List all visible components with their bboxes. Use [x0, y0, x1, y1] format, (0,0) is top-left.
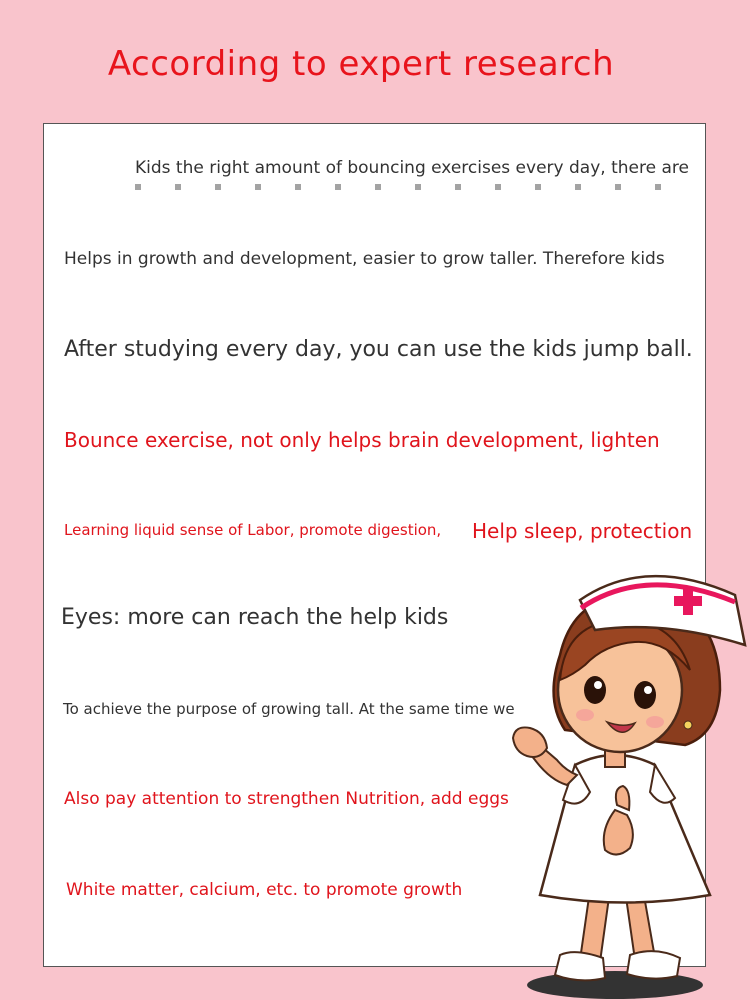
nurse-cartoon-illustration [505, 560, 750, 1000]
text-line-1: Kids the right amount of bouncing exercises every day, there are [135, 158, 689, 178]
text-line-2: Helps in growth and development, easier to grow taller. Therefore kids [64, 249, 665, 269]
text-line-5a: Learning liquid sense of Labor, promote digestion, [64, 521, 442, 539]
text-line-6: Eyes: more can reach the help kids [61, 605, 449, 630]
text-line-3: After studying every day, you can use the kids jump ball. [64, 337, 693, 362]
text-line-8: Also pay attention to strengthen Nutrition, add eggs [64, 789, 509, 809]
cropped-text-remnant [135, 184, 695, 190]
page-title: According to expert research [107, 44, 615, 84]
text-line-7: To achieve the purpose of growing tall. At the same time we [63, 700, 515, 718]
text-line-5b: Help sleep, protection [472, 519, 693, 543]
text-line-4: Bounce exercise, not only helps brain development, lighten [64, 428, 660, 452]
text-line-9: White matter, calcium, etc. to promote growth [66, 880, 463, 900]
